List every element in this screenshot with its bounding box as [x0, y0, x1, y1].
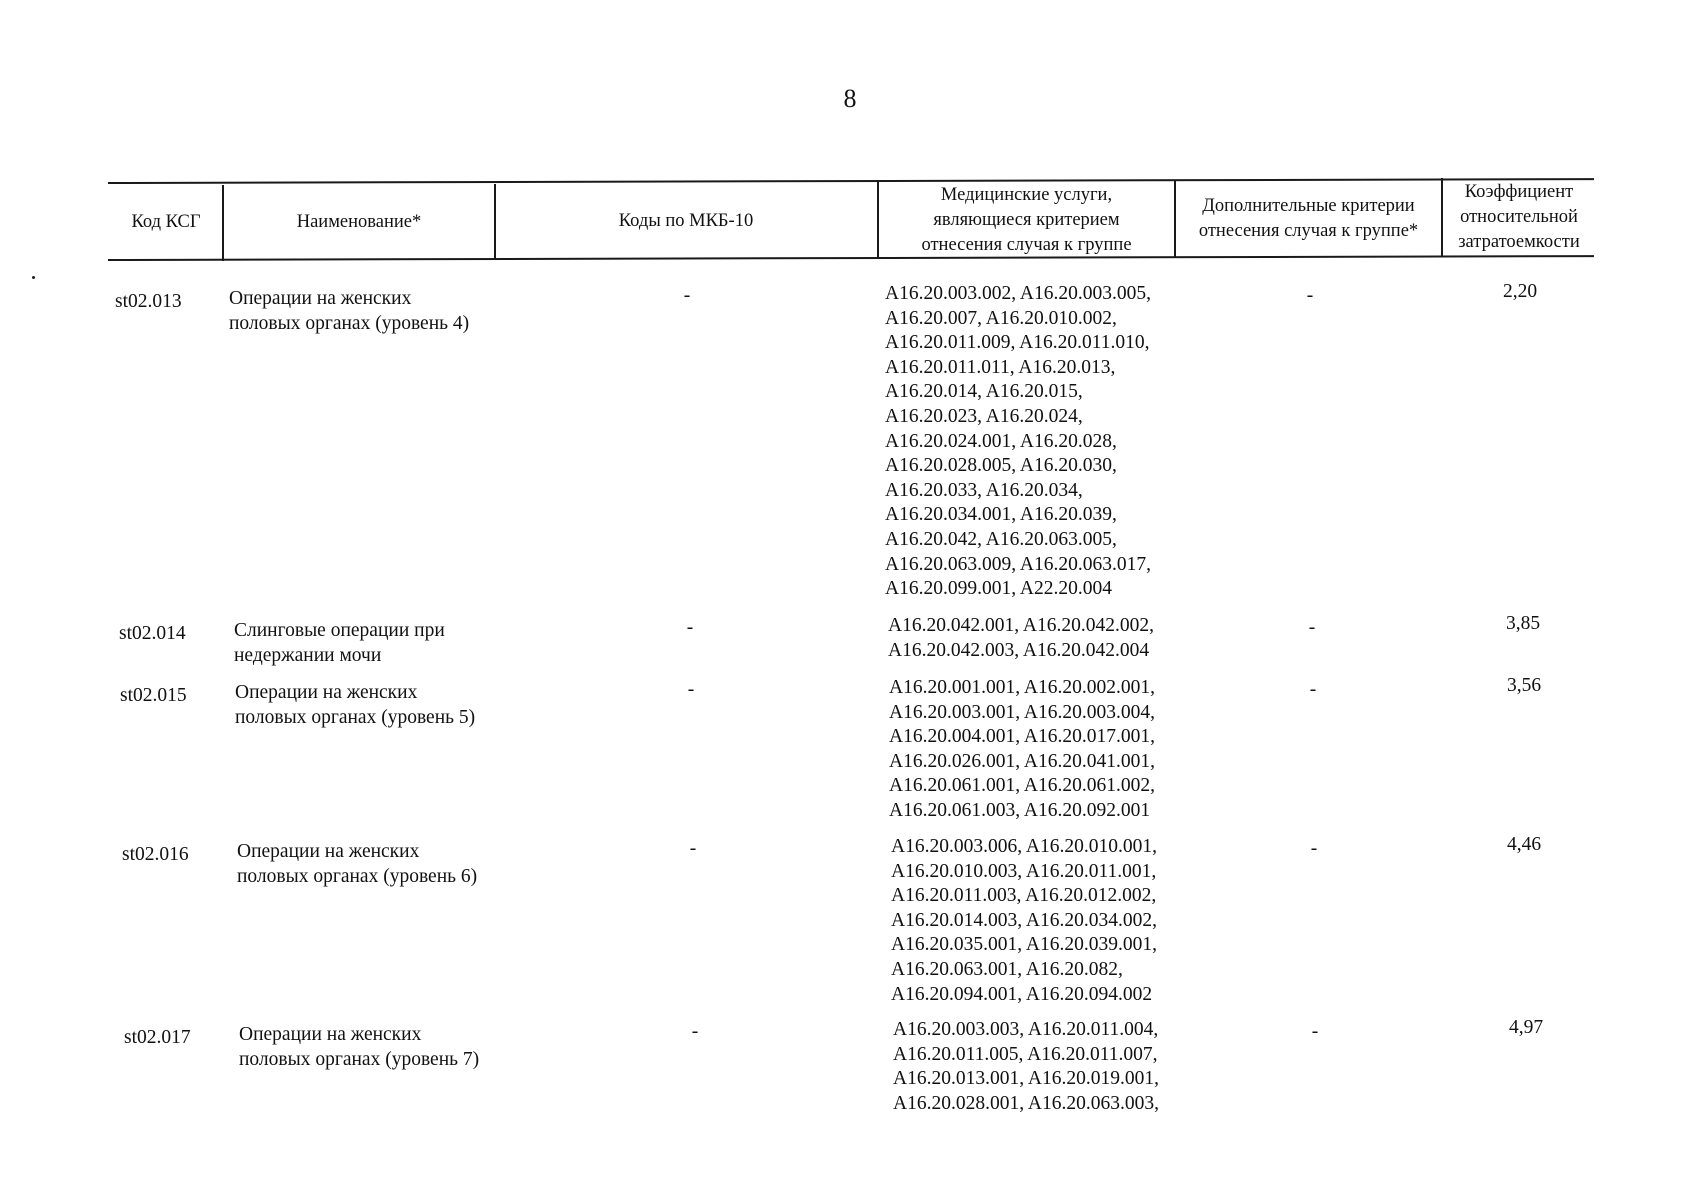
service-code-line: A16.20.028.001, A16.20.063.003, — [893, 1092, 1159, 1114]
row-services — [891, 835, 1191, 1007]
service-code-line: A16.20.023, A16.20.024, — [885, 405, 1083, 427]
row-name-line: Операции на женских — [237, 841, 420, 862]
row-name — [235, 681, 535, 730]
row-name — [237, 840, 537, 889]
row-name-line: Операции на женских — [235, 682, 418, 703]
row-code: st02.015 — [120, 685, 187, 706]
header-name — [224, 186, 494, 258]
row-icd: - — [686, 617, 694, 638]
service-code-line: A16.20.003.002, A16.20.003.005, — [885, 283, 1151, 304]
header-name-text: Наименование* — [296, 211, 422, 232]
scan-speck — [32, 276, 35, 279]
row-services — [893, 1018, 1193, 1116]
service-code-line: A16.20.099.001, A22.20.004 — [885, 578, 1112, 600]
header-icd — [496, 184, 876, 258]
row-name-line: половых органах (уровень 5) — [235, 706, 476, 728]
row-criteria: - — [1311, 1021, 1319, 1042]
row-code: st02.013 — [115, 291, 182, 312]
header-code-text: Код КСГ — [131, 211, 201, 232]
service-code-line: A16.20.034.001, A16.20.039, — [885, 504, 1117, 526]
row-name-line: недержании мочи — [234, 644, 382, 666]
row-code: st02.014 — [119, 623, 186, 644]
row-name-line: Слинговые операции при — [234, 620, 445, 641]
row-services — [888, 614, 1188, 663]
service-code-line: A16.20.042, A16.20.063.005, — [885, 528, 1117, 550]
service-code-line: A16.20.042.003, A16.20.042.004 — [888, 639, 1150, 661]
row-services — [885, 282, 1185, 602]
service-code-line: A16.20.035.001, A16.20.039.001, — [891, 934, 1157, 956]
service-code-line: A16.20.014.003, A16.20.034.002, — [891, 909, 1157, 931]
row-icd: - — [683, 285, 691, 306]
row-name-line: половых органах (уровень 4) — [229, 312, 470, 334]
row-icd: - — [689, 838, 697, 859]
row-icd: - — [687, 679, 695, 700]
row-coef: 2,20 — [1502, 281, 1538, 302]
header-coef-line-2: относительной — [1460, 206, 1578, 227]
header-services-line-3: отнесения случая к группе — [921, 234, 1132, 255]
row-name-line: Операции на женских — [239, 1024, 422, 1045]
service-code-line: A16.20.094.001, A16.20.094.002 — [891, 983, 1153, 1005]
header-criteria-line-1: Дополнительные критерии — [1202, 196, 1415, 216]
header-coef-line-1: Коэффициент — [1464, 181, 1574, 202]
service-code-line: A16.20.024.001, A16.20.028, — [885, 430, 1117, 452]
row-criteria: - — [1306, 285, 1314, 306]
service-code-line: A16.20.011.003, A16.20.012.002, — [891, 885, 1157, 907]
row-services — [889, 676, 1189, 824]
header-services-line-2: являющиеся критерием — [933, 209, 1120, 230]
row-code: st02.016 — [122, 844, 189, 865]
row-criteria: - — [1309, 679, 1317, 700]
service-code-line: A16.20.011.011, A16.20.013, — [885, 356, 1116, 378]
service-code-line: A16.20.033, A16.20.034, — [885, 479, 1083, 501]
row-coef: 4,97 — [1508, 1017, 1544, 1038]
header-services — [879, 182, 1174, 258]
service-code-line: A16.20.061.003, A16.20.092.001 — [889, 799, 1151, 821]
row-name — [229, 287, 529, 336]
service-code-line: A16.20.003.003, A16.20.011.004, — [893, 1019, 1159, 1040]
service-code-line: A16.20.011.005, A16.20.011.007, — [893, 1043, 1158, 1065]
service-code-line: A16.20.003.006, A16.20.010.001, — [891, 836, 1157, 857]
service-code-line: A16.20.007, A16.20.010.002, — [885, 307, 1117, 329]
header-coef — [1443, 179, 1595, 255]
service-code-line: A16.20.004.001, A16.20.017.001, — [889, 726, 1155, 748]
row-name-line: Операции на женских — [229, 288, 412, 309]
row-coef: 3,56 — [1506, 675, 1542, 696]
service-code-line: A16.20.063.001, A16.20.082, — [891, 958, 1123, 980]
header-coef-line-3: затратоемкости — [1458, 231, 1580, 252]
row-code: st02.017 — [124, 1027, 191, 1048]
header-code — [110, 186, 222, 258]
row-criteria: - — [1310, 838, 1318, 859]
service-code-line: A16.20.003.001, A16.20.003.004, — [889, 701, 1155, 723]
service-code-line: A16.20.063.009, A16.20.063.017, — [885, 553, 1151, 575]
service-code-line: A16.20.028.005, A16.20.030, — [885, 455, 1117, 477]
row-name-line: половых органах (уровень 7) — [239, 1048, 480, 1070]
row-coef: 3,85 — [1505, 613, 1541, 634]
row-coef: 4,46 — [1506, 834, 1542, 855]
header-criteria-line-2: отнесения случая к группе* — [1198, 221, 1419, 241]
header-criteria — [1176, 181, 1441, 257]
row-name — [234, 619, 534, 668]
row-criteria: - — [1308, 617, 1316, 638]
service-code-line: A16.20.061.001, A16.20.061.002, — [889, 775, 1155, 797]
header-services-line-1: Медицинские услуги, — [940, 184, 1113, 205]
service-code-line: A16.20.010.003, A16.20.011.001, — [891, 860, 1157, 882]
page-number: 8 — [843, 84, 857, 113]
service-code-line: A16.20.014, A16.20.015, — [885, 381, 1083, 403]
row-name — [239, 1023, 539, 1072]
header-icd-text: Коды по МКБ-10 — [618, 210, 754, 231]
service-code-line: A16.20.026.001, A16.20.041.001, — [889, 750, 1155, 772]
service-code-line: A16.20.001.001, A16.20.002.001, — [889, 677, 1155, 698]
service-code-line: A16.20.013.001, A16.20.019.001, — [893, 1068, 1159, 1090]
row-icd: - — [691, 1021, 699, 1042]
row-name-line: половых органах (уровень 6) — [237, 865, 478, 887]
service-code-line: A16.20.011.009, A16.20.011.010, — [885, 332, 1150, 354]
service-code-line: A16.20.042.001, A16.20.042.002, — [888, 615, 1154, 636]
